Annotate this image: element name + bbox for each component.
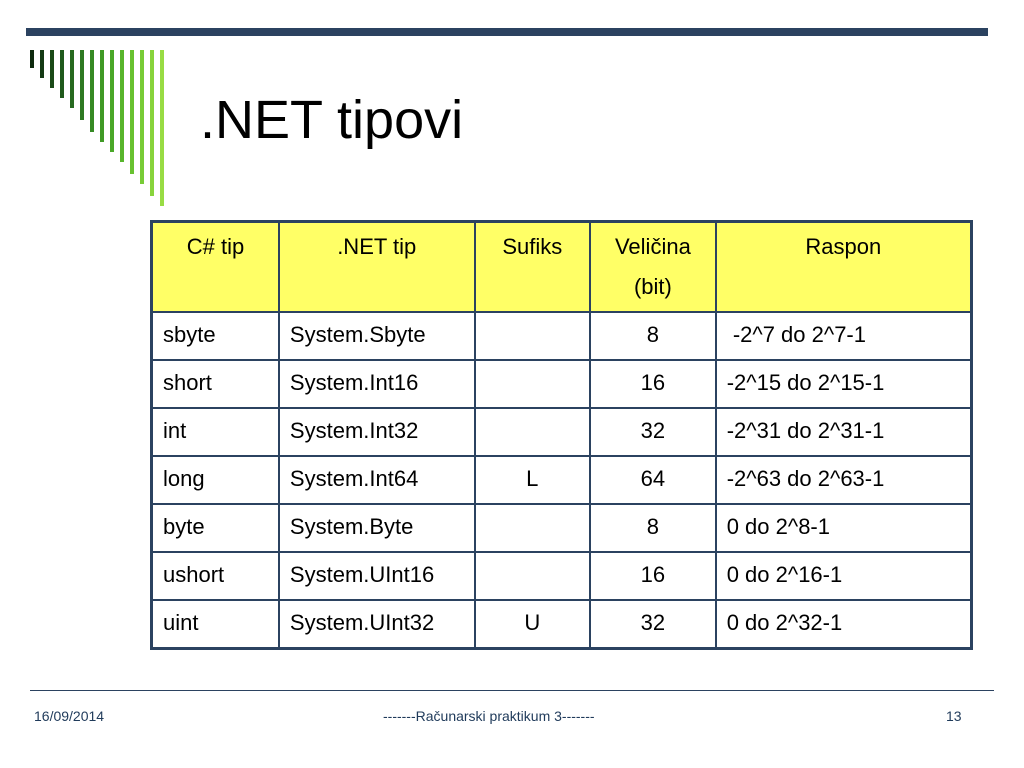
stripe bbox=[40, 50, 44, 78]
stripe bbox=[110, 50, 114, 152]
cell-suffix bbox=[475, 504, 591, 552]
types-table bbox=[150, 220, 973, 650]
stripe bbox=[80, 50, 84, 120]
cell-size: 8 bbox=[590, 504, 716, 552]
cell-cs-type: ushort bbox=[152, 552, 279, 600]
cell-range: -2^7 do 2^7-1 bbox=[716, 312, 972, 360]
cell-cs-type: uint bbox=[152, 600, 279, 649]
cell-net-type: System.Int32 bbox=[279, 408, 475, 456]
header-net-type: .NET tip bbox=[279, 222, 475, 313]
cell-cs-type: int bbox=[152, 408, 279, 456]
cell-suffix bbox=[475, 360, 591, 408]
cell-range: 0 do 2^16-1 bbox=[716, 552, 972, 600]
stripe bbox=[70, 50, 74, 108]
header-cs-type: C# tip bbox=[152, 222, 279, 313]
footer-divider bbox=[30, 690, 994, 691]
stripe bbox=[150, 50, 154, 196]
stripe bbox=[100, 50, 104, 142]
cell-cs-type: short bbox=[152, 360, 279, 408]
cell-range: -2^15 do 2^15-1 bbox=[716, 360, 972, 408]
cell-size: 32 bbox=[590, 408, 716, 456]
cell-net-type: System.Byte bbox=[279, 504, 475, 552]
cell-cs-type: sbyte bbox=[152, 312, 279, 360]
cell-suffix: L bbox=[475, 456, 591, 504]
cell-net-type: System.Int16 bbox=[279, 360, 475, 408]
stripe bbox=[60, 50, 64, 98]
stripe bbox=[120, 50, 124, 162]
footer-page-number: 13 bbox=[946, 708, 962, 724]
header-size-line1: Veličina bbox=[614, 234, 691, 259]
cell-size: 32 bbox=[590, 600, 716, 649]
stripe bbox=[130, 50, 134, 174]
stripe bbox=[160, 50, 164, 206]
cell-suffix: U bbox=[475, 600, 591, 649]
table-row bbox=[152, 456, 972, 504]
footer-course-title: -------Računarski praktikum 3------- bbox=[383, 708, 595, 724]
header-suffix: Sufiks bbox=[475, 222, 591, 313]
table-row bbox=[152, 552, 972, 600]
table-row bbox=[152, 600, 972, 649]
cell-net-type: System.UInt32 bbox=[279, 600, 475, 649]
cell-net-type: System.Sbyte bbox=[279, 312, 475, 360]
cell-size: 64 bbox=[590, 456, 716, 504]
cell-net-type: System.Int64 bbox=[279, 456, 475, 504]
cell-size: 8 bbox=[590, 312, 716, 360]
table-header-row bbox=[152, 222, 972, 313]
cell-range: 0 do 2^32-1 bbox=[716, 600, 972, 649]
stripe bbox=[90, 50, 94, 132]
cell-cs-type: byte bbox=[152, 504, 279, 552]
cell-suffix bbox=[475, 312, 591, 360]
header-size bbox=[590, 222, 716, 313]
table-row bbox=[152, 408, 972, 456]
cell-suffix bbox=[475, 408, 591, 456]
stripe bbox=[30, 50, 34, 68]
cell-range: 0 do 2^8-1 bbox=[716, 504, 972, 552]
cell-suffix bbox=[475, 552, 591, 600]
header-size-line2: (bit) bbox=[633, 274, 672, 299]
cell-size: 16 bbox=[590, 552, 716, 600]
cell-range: -2^63 do 2^63-1 bbox=[716, 456, 972, 504]
stripe bbox=[140, 50, 144, 184]
footer-date: 16/09/2014 bbox=[34, 708, 105, 724]
cell-net-type: System.UInt16 bbox=[279, 552, 475, 600]
stripe bbox=[50, 50, 54, 88]
decorative-stripes bbox=[0, 0, 200, 220]
table-row bbox=[152, 504, 972, 552]
cell-range: -2^31 do 2^31-1 bbox=[716, 408, 972, 456]
cell-size: 16 bbox=[590, 360, 716, 408]
slide-title: .NET tipovi bbox=[200, 90, 464, 150]
header-range: Raspon bbox=[716, 222, 972, 313]
table-row bbox=[152, 360, 972, 408]
cell-cs-type: long bbox=[152, 456, 279, 504]
table-row bbox=[152, 312, 972, 360]
